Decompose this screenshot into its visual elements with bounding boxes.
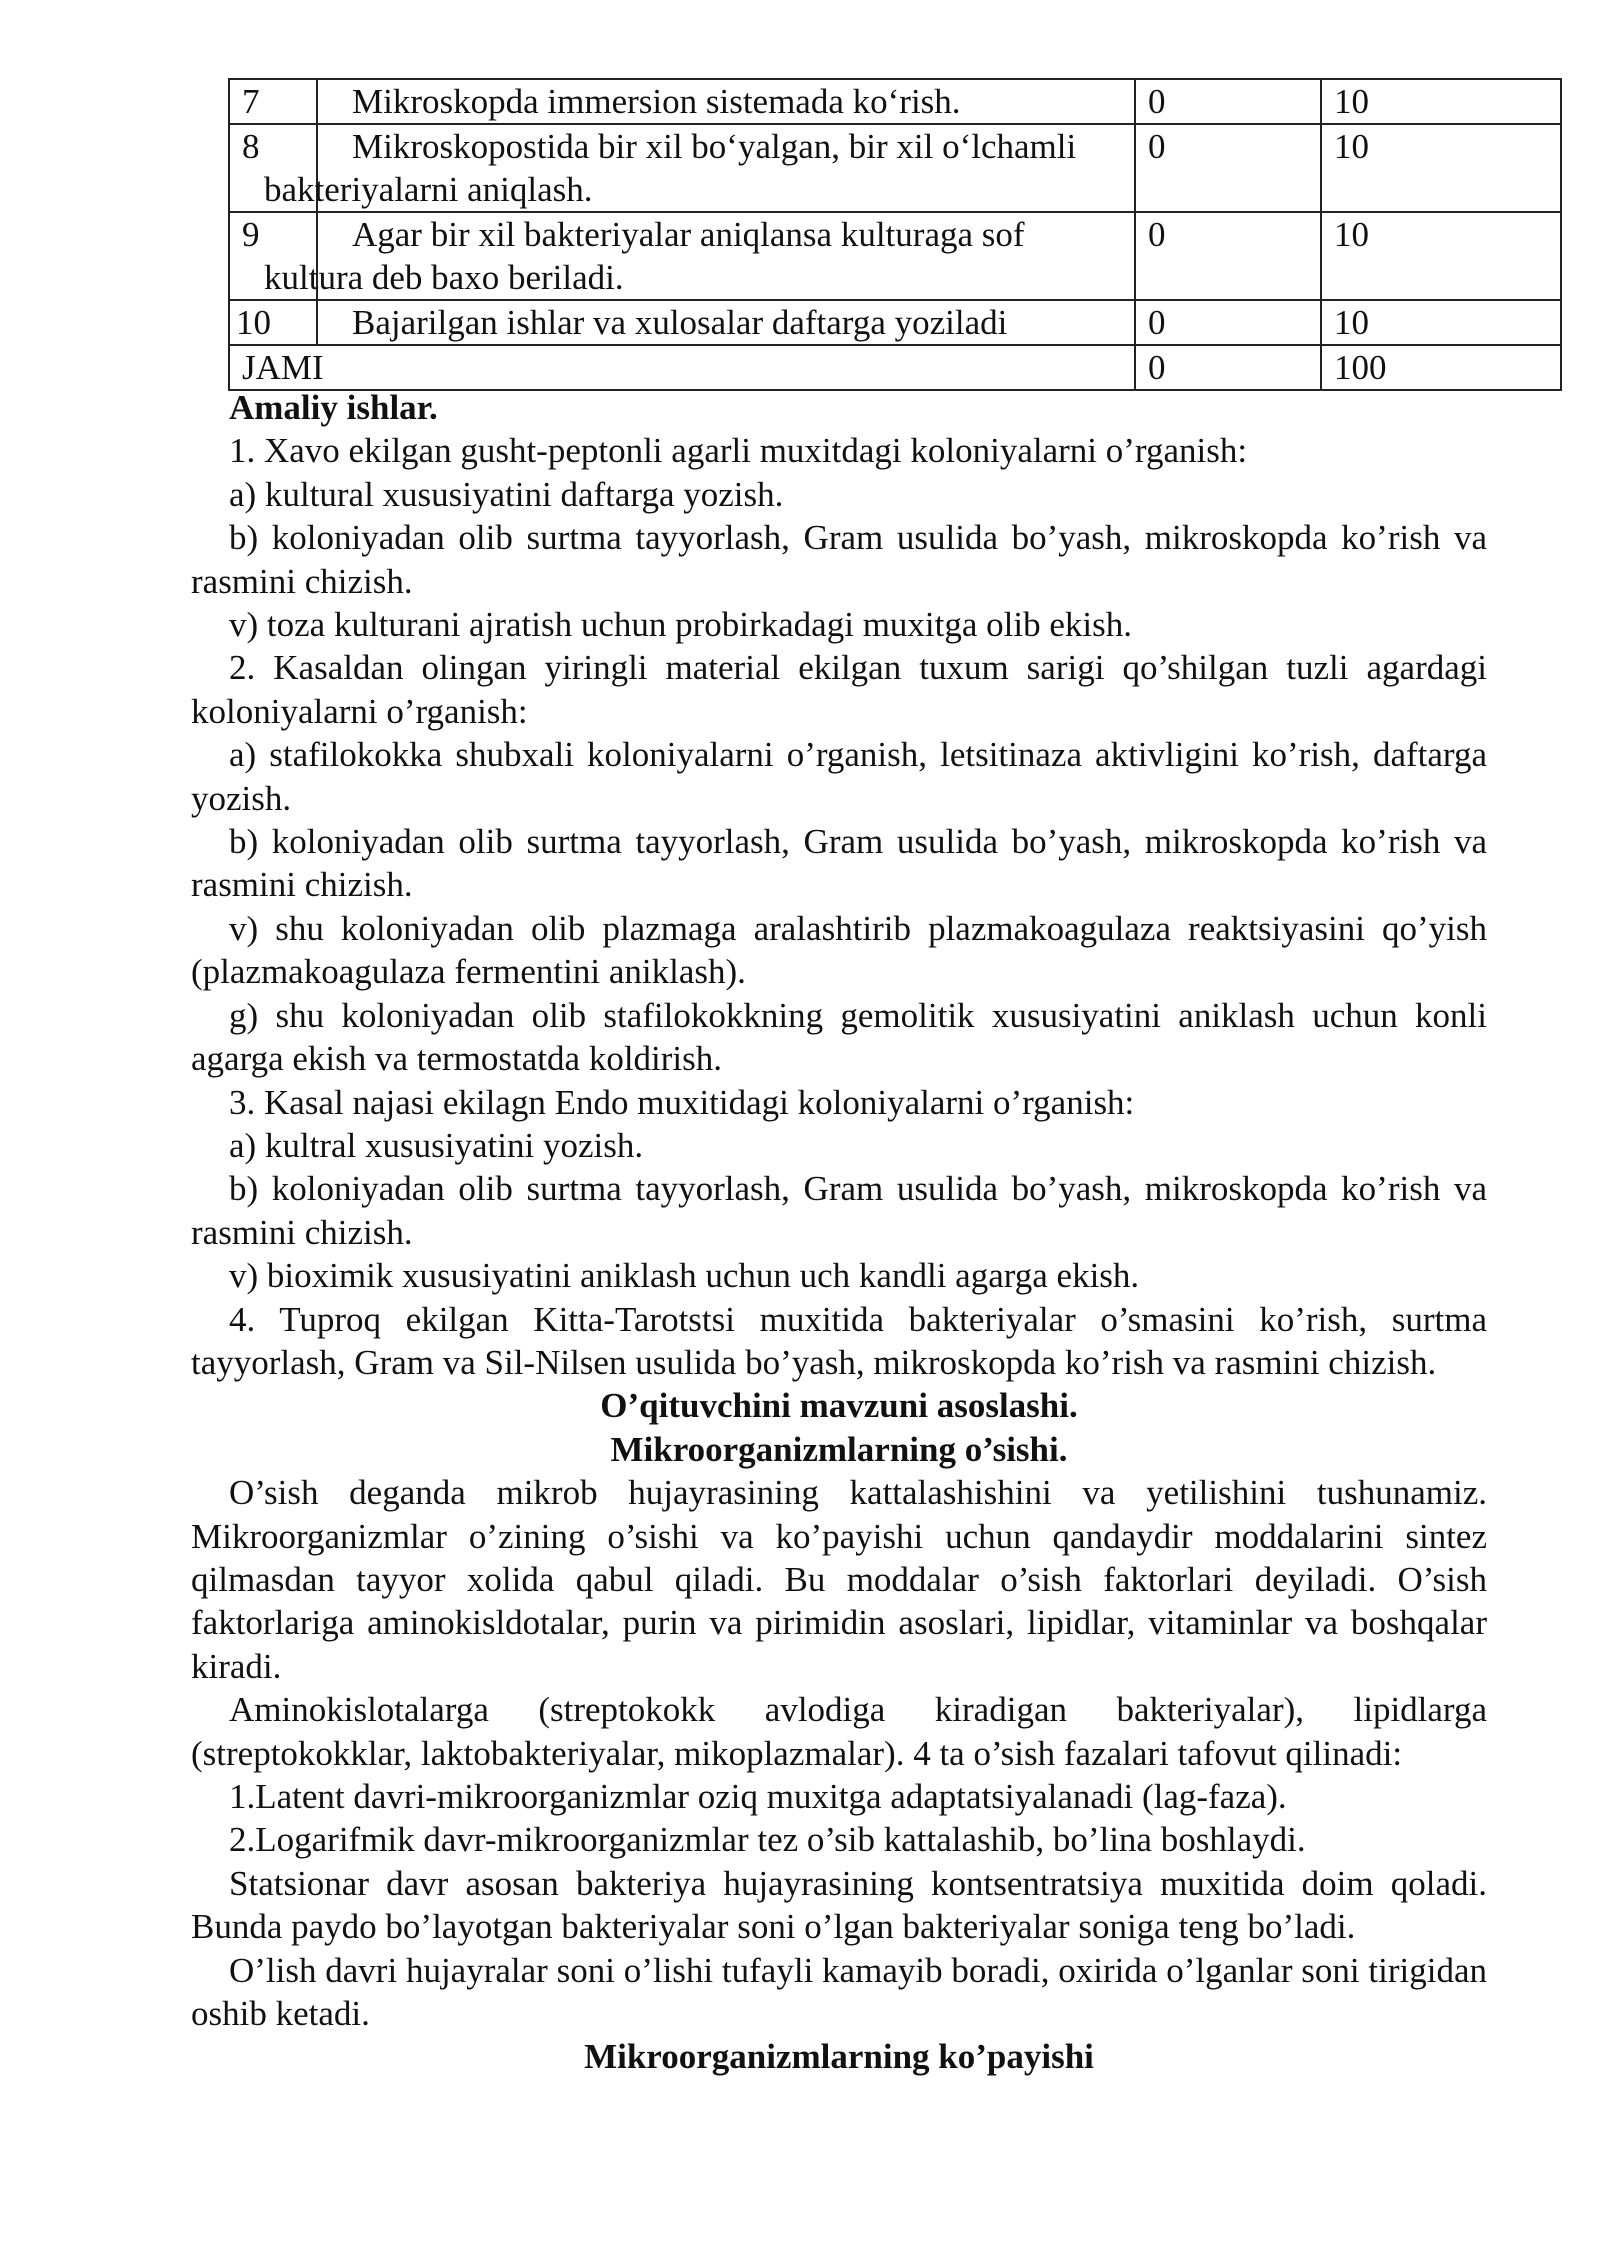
row-description bbox=[317, 79, 1135, 124]
body-paragraph: O’sish deganda mikrob hujayrasining kattalashishini va yetilishini tushunamiz. Mikroorganizmlar o’zining o’sishi va ko’payishi uchun qandaydir moddalarini sintez qilmasdan tayyor xolida qabul qiladi. Bu moddalar o’sish faktorlari deyiladi. O’sish faktorlariga aminokisldotalar, purin va pirimidin asoslari, lipidlar, vitaminlar va boshqalar kiradi. bbox=[191, 1473, 1487, 1686]
document-body bbox=[191, 386, 1487, 2079]
practical-item: 1. Xavo ekilgan gusht-peptonli agarli muxitdagi koloniyalarni o’rganish: bbox=[229, 431, 1248, 471]
row-number: 10 bbox=[229, 300, 317, 345]
practical-item: 3. Kasal najasi ekilagn Endo muxitidagi koloniyalarni o’rganish: bbox=[229, 1082, 1135, 1122]
row-number: 8 bbox=[229, 124, 317, 212]
row-description bbox=[264, 212, 1135, 300]
row-value-min: 0 bbox=[1135, 124, 1321, 212]
row-description-text: Mikroskopda immersion sistemada ko‘rish. bbox=[352, 82, 961, 121]
row-description-continuation: bakteriyalarni aniqlash. bbox=[264, 170, 593, 209]
row-value-min: 0 bbox=[1135, 79, 1321, 124]
practical-item: a) kultral xususiyatini yozish. bbox=[229, 1125, 644, 1165]
total-value-min: 0 bbox=[1135, 345, 1321, 390]
row-description-text: Agar bir xil bakteriyalar aniqlansa kulturaga sof bbox=[352, 215, 1025, 254]
teacher-section-heading: O’qituvchini mavzuni asoslashi. bbox=[600, 1386, 1078, 1426]
total-label: JAMI bbox=[229, 345, 1135, 390]
row-value-min: 0 bbox=[1135, 300, 1321, 345]
row-description bbox=[317, 300, 1135, 345]
practical-item: v) bioximik xususiyatini aniklash uchun uch kandli agarga ekish. bbox=[229, 1256, 1140, 1296]
score-table bbox=[228, 78, 1562, 391]
body-paragraph: Aminokislotalarga (streptokokk avlodiga kiradigan bakteriyalar), lipidlarga (streptokokklar, laktobakteriyalar, mikoplazmalar). 4 ta o’sish fazalari tafovut qilinadi: bbox=[191, 1690, 1487, 1773]
practical-item: 4. Tuproq ekilgan Kitta-Tarotstsi muxitida bakteriyalar o’smasini ko’rish, surtma tayyorlash, Gram va Sil-Nilsen usulida bo’yash, mikroskopda ko’rish va rasmini chizish. bbox=[191, 1299, 1487, 1382]
row-value-max: 10 bbox=[1321, 124, 1561, 212]
practical-item: b) koloniyadan olib surtma tayyorlash, Gram usulida bo’yash, mikroskopda ko’rish va rasmini chizish. bbox=[191, 1169, 1487, 1252]
row-number: 7 bbox=[229, 79, 317, 124]
row-description-text: Mikroskopostida bir xil bo‘yalgan, bir xil o‘lchamli bbox=[352, 127, 1077, 166]
reproduction-heading: Mikroorganizmlarning ko’payishi bbox=[584, 2037, 1094, 2077]
practical-item: a) kultural xususiyatini daftarga yozish. bbox=[229, 474, 784, 514]
table-row bbox=[229, 79, 1561, 124]
table-total-row bbox=[229, 345, 1561, 390]
body-paragraph: Statsionar davr asosan bakteriya hujayrasining kontsentratsiya muxitida doim qoladi. Bunda paydo bo’layotgan bakteriyalar soni o’lgan bakteriyalar soniga teng bo’ladi. bbox=[191, 1863, 1487, 1947]
practical-work-heading: Amaliy ishlar. bbox=[229, 388, 438, 427]
row-value-max: 10 bbox=[1321, 212, 1561, 300]
body-paragraph: 2.Logarifmik davr-mikroorganizmlar tez o’sib kattalashib, bo’lina boshlaydi. bbox=[229, 1820, 1306, 1860]
practical-item: v) toza kulturani ajratish uchun probirkadagi muxitga olib ekish. bbox=[229, 605, 1132, 645]
total-value-max: 100 bbox=[1321, 345, 1561, 390]
body-paragraph: 1.Latent davri-mikroorganizmlar oziq muxitga adaptatsiyalanadi (lag-faza). bbox=[229, 1777, 1287, 1816]
practical-item: 2. Kasaldan olingan yiringli material ekilgan tuxum sarigi qo’shilgan tuzli agardagi koloniyalarni o’rganish: bbox=[191, 648, 1487, 731]
row-description-text: Bajarilgan ishlar va xulosalar daftarga yoziladi bbox=[352, 303, 1008, 342]
table-row bbox=[229, 124, 1561, 212]
practical-item: v) shu koloniyadan olib plazmaga aralashtirib plazmakoagulaza reaktsiyasini qo’yish (plazmakoagulaza fermentini aniklash). bbox=[191, 908, 1487, 992]
practical-item: b) koloniyadan olib surtma tayyorlash, Gram usulida bo’yash, mikroskopda ko’rish va rasmini chizish. bbox=[191, 518, 1487, 601]
table-row bbox=[229, 300, 1561, 345]
row-value-max: 10 bbox=[1321, 79, 1561, 124]
practical-item: g) shu koloniyadan olib stafilokokkning gemolitik xususiyatini aniklash uchun konli agarga ekish va termostatda koldirish. bbox=[191, 995, 1487, 1079]
row-value-max: 10 bbox=[1321, 300, 1561, 345]
row-description bbox=[264, 124, 1135, 212]
practical-item: b) koloniyadan olib surtma tayyorlash, Gram usulida bo’yash, mikroskopda ko’rish va rasmini chizish. bbox=[191, 822, 1487, 905]
growth-subheading: Mikroorganizmlarning o’sishi. bbox=[610, 1429, 1068, 1469]
practical-item: a) stafilokokka shubxali koloniyalarni o’rganish, letsitinaza aktivligini ko’rish, daftarga yozish. bbox=[191, 735, 1487, 818]
row-description-continuation: kultura deb baxo beriladi. bbox=[264, 258, 624, 297]
body-paragraph: O’lish davri hujayralar soni o’lishi tufayli kamayib boradi, oxirida o’lganlar soni tirigidan oshib ketadi. bbox=[191, 1950, 1487, 2034]
table-row bbox=[229, 212, 1561, 300]
row-value-min: 0 bbox=[1135, 212, 1321, 300]
row-number: 9 bbox=[229, 212, 317, 300]
